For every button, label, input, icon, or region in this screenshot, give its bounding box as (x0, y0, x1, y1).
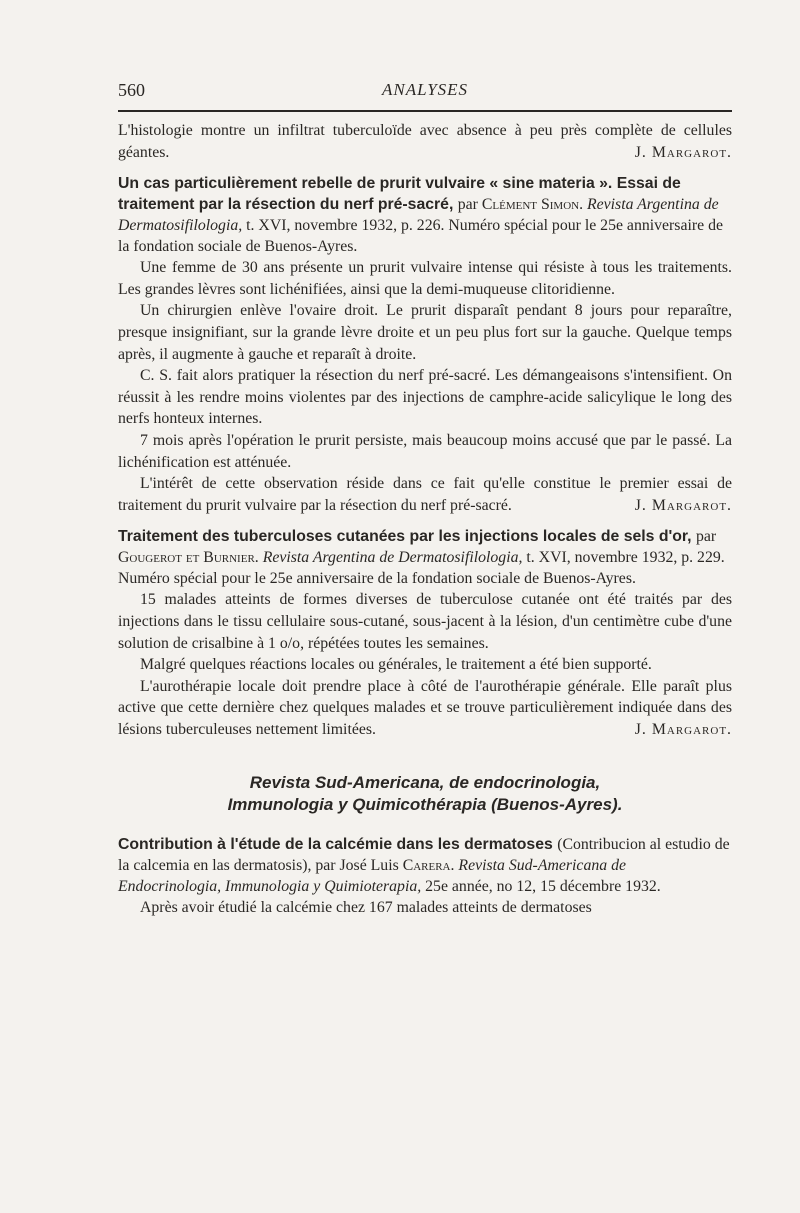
signature: J. Margarot. (634, 496, 732, 514)
page-header (118, 74, 732, 112)
article-reference: par Gougerot et Burnier. Revista Argentina de Dermatosifilologia, t. XVI, novembre 1932, p. 229. Numéro spécial pour le 25e anniversaire de la fondation sociale de Buenos-Ayres. (118, 528, 725, 588)
article-paragraph: 7 mois après l'opération le prurit persiste, mais beaucoup moins accusé que par le passé. La lichénification est atténuée. (118, 431, 732, 471)
article-journal: Revista Sud-Americana de Endocrinologia, Immunologia y Quimioterapia, (118, 857, 626, 896)
article-paragraph: L'aurothérapie locale doit prendre place à côté de l'aurothérapie générale. Elle paraît plus active que cette dernière chez quelques malades et se trouve particulièrement indiquée dans des lésions tuberculeuses nettement limitées. J. Margarot. (118, 676, 732, 741)
page-content (118, 120, 732, 919)
article-authors: Carera. (402, 857, 455, 875)
section-heading-line: Revista Sud-Americana, de endocrinologia, (249, 773, 601, 793)
article-tuberculoses-cutanees (118, 526, 732, 740)
article-paragraph: Malgré quelques réactions locales ou générales, le traitement a été bien supporté. (140, 656, 652, 674)
article-title: Un cas particulièrement rebelle de prurit vulvaire « sine materia ». Essai de traitement par la résection du nerf pré-sacré, par Clément Simon. Revista Argentina de Dermatosifilologia, t. XVI, novembre 1932, p. 226. Numéro spécial pour le 25e anniversaire de la fondation sociale de Buenos-Ayres. (118, 175, 723, 256)
article-reference: (Contribucion al estudio de la calcemia en las dermatosis), par José Luis Carera. Revista Sud-Americana de Endocrinologia, Immunologia y Quimioterapia, 25e année, no 12, 15 décembre 1932. (118, 836, 730, 896)
signature: J. Margarot. (634, 143, 732, 161)
article-paragraph: L'histologie montre un infiltrat tuberculoïde avec absence à peu près complète de cellules géantes. J. Margarot. (118, 120, 732, 163)
section-heading-line: Immunologia y Quimicothérapia (Buenos-Ayres). (227, 795, 623, 815)
article-calcemie (118, 834, 732, 919)
article-journal: Revista Argentina de Dermatosifilologia, (118, 196, 719, 235)
article-prurit-vulvaire (118, 173, 732, 516)
article-continuation (118, 120, 732, 163)
article-paragraph: C. S. fait alors pratiquer la résection du nerf pré-sacré. Les démangeaisons s'intensifient. On réussit à les rendre moins violentes par des injections de camphre-acide salicylique le long des nerfs honteux internes. (118, 367, 732, 428)
article-authors: Gougerot et Burnier. (118, 549, 259, 567)
article-journal: Revista Argentina de Dermatosifilologia, (262, 549, 523, 567)
section-heading (118, 772, 732, 816)
article-paragraph: 15 malades atteints de formes diverses de tuberculose cutanée ont été traités par des injections dans le tissu cellulaire sous-cutané, sous-jacent à la lésion, d'un centimètre cube d'une solution de crisalbine à 1 o/o, répétées toutes les semaines. (118, 591, 732, 652)
article-paragraph: Une femme de 30 ans présente un prurit vulvaire intense qui résiste à tous les traitements. Les grandes lèvres sont lichénifiées, ainsi que la demi-muqueuse clitoridienne. (118, 259, 732, 298)
article-title: Traitement des tuberculoses cutanées par les injections locales de sels d'or, par Gougerot et Burnier. Revista Argentina de Dermatosifilologia, t. XVI, novembre 1932, p. 229. Numéro spécial pour le 25e anniversaire de la fondation sociale de Buenos-Ayres. (118, 528, 725, 588)
article-paragraph: Après avoir étudié la calcémie chez 167 malades atteints de dermatoses (140, 899, 592, 917)
article-title: Contribution à l'étude de la calcémie dans les dermatoses (Contribucion al estudio de la calcemia en las dermatosis), par José Luis Carera. Revista Sud-Americana de Endocrinologia, Immunologia y Quimioterapia, 25e année, no 12, 15 décembre 1932. (118, 836, 730, 896)
article-paragraph: L'intérêt de cette observation réside dans ce fait qu'elle constitue le premier essai de traitement du prurit vulvaire par la résection du nerf pré-sacré. J. Margarot. (118, 473, 732, 516)
running-title: ANALYSES (381, 80, 469, 99)
page-number: 560 (118, 80, 145, 100)
article-authors: Clément Simon. (481, 196, 584, 214)
article-reference: par Clément Simon. Revista Argentina de Dermatosifilologia, t. XVI, novembre 1932, p. 226. Numéro spécial pour le 25e anniversaire de la fondation sociale de Buenos-Ayres. (118, 196, 723, 256)
signature: J. Margarot. (634, 720, 732, 738)
article-paragraph: Un chirurgien enlève l'ovaire droit. Le prurit disparaît pendant 8 jours pour reparaître, presque insignifiant, sur la grande lèvre droite et un peu plus fort sur la gauche. Quelque temps après, il augmente à gauche et reparaît à droite. (118, 302, 732, 363)
